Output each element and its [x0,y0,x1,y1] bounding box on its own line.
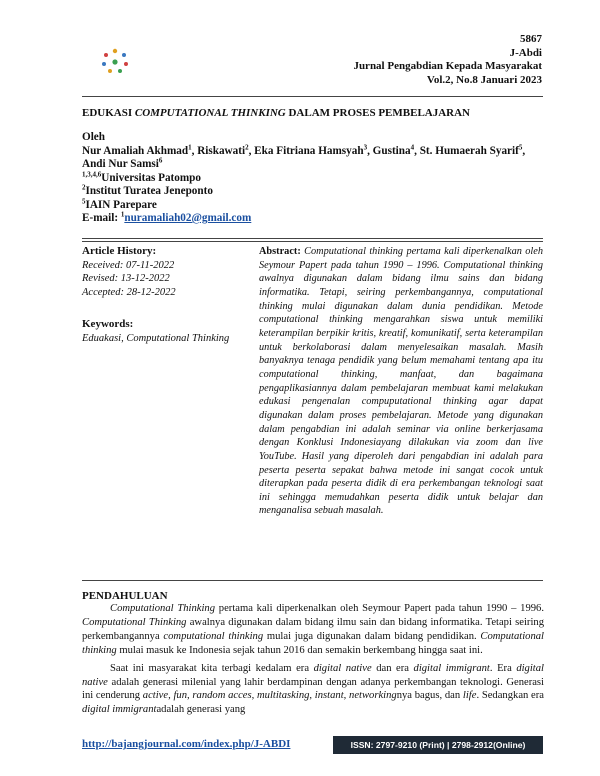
abstract-text: Computational thinking pertama kali diperkenalkan oleh Seymour Papert pada tahun 1990 – 1996. Computational thinking awalnya digunakan dalam bidang ilmu sains dan bidang informatika. Tetapi, seiring perkembangannya, computational thinking mulai digunakan dalam dunia pendidikan. Metode computational thinking mengarahkan siswa untuk memiliki keterampilan berpikir kritis, kreatif, komunikatif, serta keterampilan untuk berkolaborasi dalam menyelesaikan masalah. Masih banyaknya tenaga pendidik yang belum memahami tentang apa itu computational thinking, manfaat, dan bagaimana pengaplikasiannya dalam pembelajaran membuat kami melakukan edukasi pengenalan compuputational thinking agar dapat digunakan dalam proses pembelajaran. Metode yang digunakan dalam pengabdian ini adalah seminar via online berkerjasama dengan Konklusi Indonesiayang dilakukan via zoom dan live YouTube. Hasil yang diperoleh dari pengabdian ini adalah para peserta peserta sepakat bahwa metode ini sangat cocok untuk diterapkan pada peserta didik di era perkembangan teknologi saat ini sehingga memudahkan peserta didik untuk belajar dan menganalisa sebuah masalah. [259,246,543,517]
article-info [82,245,242,345]
keywords-label: Keywords: [82,317,134,330]
page-number: 5867 [520,33,542,45]
email-link[interactable]: nuramaliah02@gmail.com [124,212,252,224]
affiliation-1: $^{1,3,4,6}$Universitas Patompo [82,169,201,184]
keywords-value: Eduakasi, Computational Thinking [82,332,230,344]
journal-full-name: Jurnal Pengabdian Kepada Masyarakat [353,60,542,72]
received-date: Received: 07-11-2022 [82,259,175,271]
journal-issue: Vol.2, No.8 Januari 2023 [426,73,542,86]
section-divider [82,241,543,242]
author-names: Nur Amaliah Akhmad$^1$, Riskawati$^2$, Eka Fitriana Hamsyah$^3$, Gustina$^4$, St. Humaerah Syarif$^5$, Andi Nur Samsi$^6$ [82,142,526,170]
accepted-date: Accepted: 28-12-2022 [82,287,176,299]
article-title: EDUKASI COMPUTATIONAL THINKING DALAM PROSES PEMBELAJARAN [82,107,470,119]
revised-date: Revised: 13-12-2022 [82,273,170,285]
affiliation-3: $^5$IAIN Parepare [82,196,157,211]
section-divider [82,580,543,581]
section-heading: PENDAHULUAN [82,590,168,602]
section-divider [82,238,543,239]
paragraph-2: Saat ini masyarakat kita terbagi kedalam era digital native dan era digital immigrant. Era digital native adalah generasi milenial yang lahir berdampinan dengan adanya perkembangan teknologi. Generasi ini cenderung active, fun, random acces, multitasking, instant, networkingnya bagus, dan life. Sedangkan era digital immigrantadalah generasi yang [82,662,544,716]
abstract-label: Abstract: [259,246,301,257]
abstract [259,245,543,518]
header-divider [82,96,543,97]
paragraph-1: Computational Thinking pertama kali diperkenalkan oleh Seymour Papert pada tahun 1990 – 1996. Computational Thinking awalnya digunakan dalam bidang ilmu sain dan bidang informatika. Tetapi seiring perkembangannya computational thinking mulai juga digunakan dalam bidang pendidikan. Computational thinking mulai masuk ke Indonesia sejak tahun 2016 dan semakin berkembang hingga saat ini. [82,603,544,656]
article-history-label: Article History: [82,245,157,257]
oleh-label: Oleh [82,131,105,143]
journal-short-name: J-Abdi [509,46,542,59]
author-block [82,131,542,226]
journal-header [353,33,542,87]
journal-url-link[interactable]: http://bajangjournal.com/index.php/J-ABDI [82,738,291,750]
body-text [82,602,544,721]
affiliation-2: $^2$Institut Turatea Jeneponto [82,183,213,197]
issn-badge: ISSN: 2797-9210 (Print) | 2798-2912(Online) [333,736,543,754]
journal-logo-icon [100,47,130,75]
email-line: E-mail: $^1$nuramaliah02@gmail.com [82,210,252,224]
